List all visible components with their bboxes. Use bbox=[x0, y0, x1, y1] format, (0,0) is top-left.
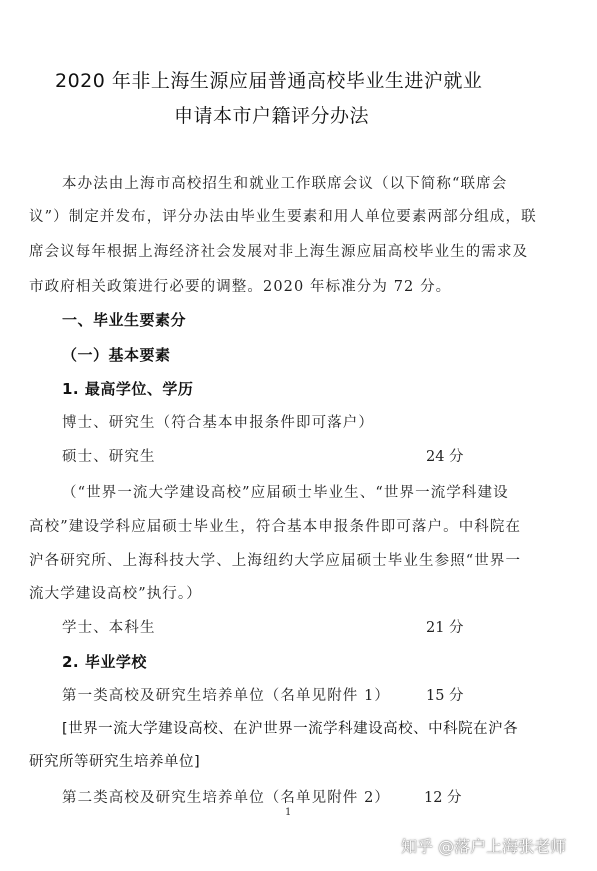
degree-row-master-score: 24 分 bbox=[426, 449, 464, 465]
section-heading: 一、毕业生要素分 bbox=[62, 311, 187, 329]
bracket-line-2: 研究所等研究生培养单位] bbox=[29, 754, 201, 770]
subsection-heading: （一）基本要素 bbox=[62, 346, 171, 364]
degree-row-master-label: 硕士、研究生 bbox=[62, 449, 156, 465]
bracket-line-1: [世界一流大学建设高校、在沪世界一流学科建设高校、中科院在沪各 bbox=[62, 721, 519, 737]
title-line-2: 申请本市户籍评分办法 bbox=[174, 105, 370, 127]
school-row-1-score: 15 分 bbox=[426, 688, 464, 704]
note-line-4: 流大学建设高校”执行。） bbox=[29, 586, 202, 602]
degree-row-bachelor-score: 21 分 bbox=[426, 620, 464, 636]
title-line-1: 2020 年非上海生源应届普通高校毕业生进沪就业 bbox=[55, 70, 483, 92]
note-line-1: （“世界一流大学建设高校”应届硕士毕业生、“世界一流学科建设 bbox=[62, 485, 509, 501]
page-number: 1 bbox=[285, 807, 292, 818]
note-line-3: 沪各研究所、上海科技大学、上海纽约大学应届硕士毕业生参照“世界一 bbox=[29, 553, 522, 569]
intro-line-4: 市政府相关政策进行必要的调整。2020 年标准分为 72 分。 bbox=[29, 279, 452, 295]
school-row-2-score: 12 分 bbox=[424, 790, 462, 806]
item2-heading: 2. 毕业学校 bbox=[62, 653, 147, 671]
school-row-1-label: 第一类高校及研究生培养单位（名单见附件 1） bbox=[62, 688, 391, 704]
school-row-2-label: 第二类高校及研究生培养单位（名单见附件 2） bbox=[62, 790, 391, 806]
intro-line-2: 议”）制定并发布，评分办法由毕业生要素和用人单位要素两部分组成，联 bbox=[29, 209, 537, 225]
watermark: 知乎 @落户上海张老师 bbox=[401, 837, 567, 856]
degree-row-doctor: 博士、研究生（符合基本申报条件即可落户） bbox=[62, 415, 374, 431]
note-line-2: 高校”建设学科应届硕士毕业生，符合基本申报条件即可落户。中科院在 bbox=[29, 519, 522, 535]
intro-line-3: 席会议每年根据上海经济社会发展对非上海生源应届高校毕业生的需求及 bbox=[29, 244, 529, 260]
intro-line-1: 本办法由上海市高校招生和就业工作联席会议（以下简称“联席会 bbox=[62, 176, 508, 192]
degree-row-bachelor-label: 学士、本科生 bbox=[62, 620, 156, 636]
item1-heading: 1. 最高学位、学历 bbox=[62, 380, 194, 398]
